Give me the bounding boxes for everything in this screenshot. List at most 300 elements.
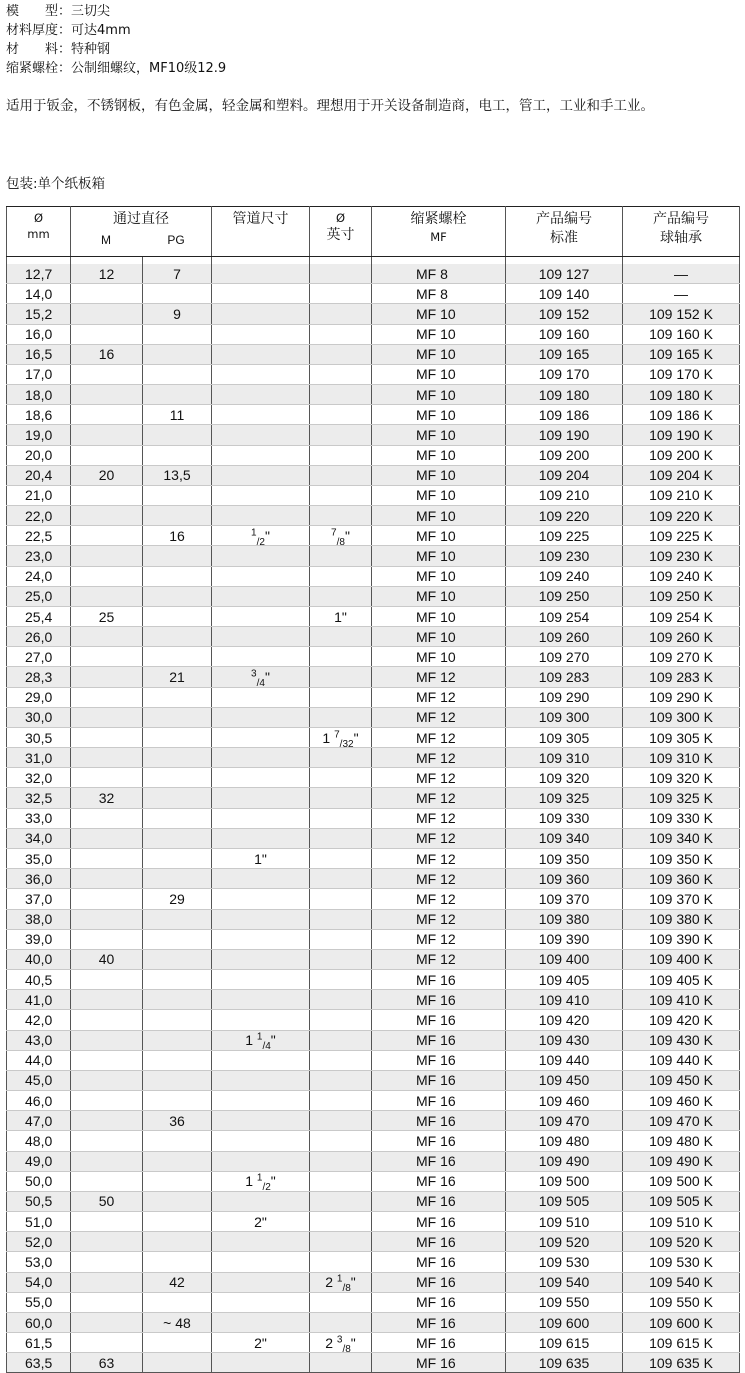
diameter-mm-cell: 38,0 <box>7 909 71 929</box>
header-bolt <box>372 207 506 257</box>
table-row <box>7 707 740 727</box>
bolt-cell: MF 10 <box>372 485 506 505</box>
product-ball-cell: 109 210 K <box>623 485 740 505</box>
product-standard-cell: 109 210 <box>506 485 623 505</box>
passage-pg-cell: 16 <box>143 526 212 546</box>
bolt-cell: MF 16 <box>372 1010 506 1030</box>
product-ball-cell: 109 440 K <box>623 1050 740 1070</box>
table-row <box>7 264 740 284</box>
bolt-cell: MF 12 <box>372 727 506 747</box>
diameter-mm-cell: 44,0 <box>7 1050 71 1070</box>
passage-pg-cell <box>143 808 212 828</box>
product-standard-cell: 109 540 <box>506 1272 623 1292</box>
diameter-inch-cell <box>310 1010 372 1030</box>
product-ball-cell: 109 305 K <box>623 727 740 747</box>
pipe-label: 管道尺寸 <box>232 211 289 227</box>
passage-m-cell: 50 <box>71 1191 143 1211</box>
diameter-unit: mm <box>27 227 50 241</box>
product-ball-cell: 109 430 K <box>623 1030 740 1050</box>
header-pipe-size <box>212 207 310 257</box>
bolt-cell: MF 10 <box>372 647 506 667</box>
table-row <box>7 1070 740 1090</box>
header-product-ball <box>623 207 740 257</box>
pipe-size-cell: 1" <box>212 848 310 868</box>
table-row <box>7 445 740 465</box>
diameter-inch-cell <box>310 1151 372 1171</box>
product-ball-cell: 109 600 K <box>623 1312 740 1332</box>
table-row <box>7 485 740 505</box>
table-row <box>7 1191 740 1211</box>
table-row <box>7 1091 740 1111</box>
diameter-inch-cell <box>310 667 372 687</box>
passage-pg-cell <box>143 929 212 949</box>
bolt-label: 缩紧螺栓 <box>410 211 467 227</box>
passage-pg-cell: 42 <box>143 1272 212 1292</box>
product-standard-cell: 109 370 <box>506 889 623 909</box>
passage-m-cell <box>71 586 143 606</box>
product-standard-cell: 109 290 <box>506 687 623 707</box>
diameter-inch-cell <box>310 465 372 485</box>
bolt-cell: MF 10 <box>372 405 506 425</box>
product-table <box>6 206 740 1373</box>
product-standard-cell: 109 510 <box>506 1212 623 1232</box>
table-row <box>7 425 740 445</box>
product-standard-cell: 109 204 <box>506 465 623 485</box>
passage-m-cell: 32 <box>71 788 143 808</box>
bolt-cell: MF 8 <box>372 284 506 304</box>
passage-pg-cell <box>143 606 212 626</box>
passage-pg-cell <box>143 1171 212 1191</box>
product-standard-cell: 109 310 <box>506 748 623 768</box>
diameter-inch-cell <box>310 748 372 768</box>
diameter-mm-cell: 29,0 <box>7 687 71 707</box>
diameter-inch-cell <box>310 848 372 868</box>
pipe-size-cell <box>212 687 310 707</box>
pipe-size-cell <box>212 1010 310 1030</box>
bolt-cell: MF 16 <box>372 1272 506 1292</box>
product-ball-cell: 109 480 K <box>623 1131 740 1151</box>
product-ball-cell: 109 160 K <box>623 324 740 344</box>
diameter-mm-cell: 28,3 <box>7 667 71 687</box>
passage-pg-cell <box>143 707 212 727</box>
pipe-size-cell <box>212 1292 310 1312</box>
product-standard-cell: 109 635 <box>506 1353 623 1373</box>
product-standard-sub-label: 标准 <box>550 230 578 246</box>
table-row <box>7 667 740 687</box>
table-body <box>7 257 740 1373</box>
table-row <box>7 627 740 647</box>
passage-pg-cell: 36 <box>143 1111 212 1131</box>
bolt-cell: MF 16 <box>372 970 506 990</box>
bolt-cell: MF 10 <box>372 465 506 485</box>
diameter-mm-cell: 22,5 <box>7 526 71 546</box>
pipe-size-cell: 2" <box>212 1333 310 1353</box>
table-row <box>7 828 740 848</box>
passage-m-cell <box>71 687 143 707</box>
pipe-size-cell: $^3_{/4}$" <box>212 667 310 687</box>
pipe-size-cell <box>212 949 310 969</box>
diameter-mm-cell: 63,5 <box>7 1353 71 1373</box>
diameter-inch-cell <box>310 485 372 505</box>
product-standard-cell: 109 550 <box>506 1292 623 1312</box>
header-diameter-inch <box>310 207 372 257</box>
table-row <box>7 1333 740 1353</box>
pipe-size-cell: 1 $^1_{/2}$" <box>212 1171 310 1191</box>
pipe-size-cell <box>212 1131 310 1151</box>
product-standard-cell: 109 520 <box>506 1232 623 1252</box>
spec-model <box>6 2 110 21</box>
table-row <box>7 344 740 364</box>
bolt-cell: MF 16 <box>372 1312 506 1332</box>
diameter-mm-cell: 50,0 <box>7 1171 71 1191</box>
passage-m-cell <box>71 1030 143 1050</box>
pipe-size-cell <box>212 1111 310 1131</box>
diameter-mm-cell: 40,0 <box>7 949 71 969</box>
passage-m-cell <box>71 828 143 848</box>
passage-pg-cell <box>143 425 212 445</box>
product-ball-cell: 109 520 K <box>623 1232 740 1252</box>
product-ball-cell: 109 340 K <box>623 828 740 848</box>
product-ball-label: 产品编号 <box>653 211 709 227</box>
table-row <box>7 1212 740 1232</box>
pipe-size-cell <box>212 788 310 808</box>
diameter-inch-cell <box>310 990 372 1010</box>
product-standard-cell: 109 200 <box>506 445 623 465</box>
pipe-size-cell <box>212 1091 310 1111</box>
product-standard-cell: 109 340 <box>506 828 623 848</box>
passage-pg-cell <box>143 848 212 868</box>
pipe-size-cell <box>212 990 310 1010</box>
diameter-mm-cell: 19,0 <box>7 425 71 445</box>
bolt-cell: MF 10 <box>372 526 506 546</box>
passage-pg-cell <box>143 949 212 969</box>
diameter-mm-cell: 22,0 <box>7 506 71 526</box>
passage-m-cell <box>71 707 143 727</box>
diameter-mm-cell: 32,5 <box>7 788 71 808</box>
passage-pg-cell <box>143 1131 212 1151</box>
diameter-inch-cell <box>310 586 372 606</box>
product-ball-cell: 109 410 K <box>623 990 740 1010</box>
product-ball-cell: 109 152 K <box>623 304 740 324</box>
table-row <box>7 526 740 546</box>
diameter-inch-cell <box>310 1070 372 1090</box>
passage-pg-cell: 7 <box>143 264 212 284</box>
table-row <box>7 647 740 667</box>
bolt-cell: MF 16 <box>372 1131 506 1151</box>
product-standard-cell: 109 615 <box>506 1333 623 1353</box>
product-standard-cell: 109 270 <box>506 647 623 667</box>
pipe-size-cell: 2" <box>212 1212 310 1232</box>
passage-pg-cell: 21 <box>143 667 212 687</box>
passage-pg-cell <box>143 970 212 990</box>
passage-pg-cell <box>143 1252 212 1272</box>
diameter-inch-cell <box>310 1252 372 1272</box>
table-row <box>7 848 740 868</box>
bolt-cell: MF 12 <box>372 707 506 727</box>
product-ball-cell: 109 460 K <box>623 1091 740 1111</box>
bolt-cell: MF 12 <box>372 828 506 848</box>
bolt-cell: MF 12 <box>372 909 506 929</box>
passage-pg-label: PG <box>167 233 185 247</box>
passage-pg-cell <box>143 445 212 465</box>
product-standard-cell: 109 490 <box>506 1151 623 1171</box>
table-row <box>7 1292 740 1312</box>
passage-m-cell <box>71 808 143 828</box>
product-standard-cell: 109 165 <box>506 344 623 364</box>
bolt-cell: MF 16 <box>372 1252 506 1272</box>
pipe-size-cell <box>212 405 310 425</box>
bolt-cell: MF 16 <box>372 1030 506 1050</box>
passage-pg-cell <box>143 1030 212 1050</box>
passage-m-cell: 25 <box>71 606 143 626</box>
spec-bolt <box>6 59 226 78</box>
product-ball-cell: 109 250 K <box>623 586 740 606</box>
diameter-inch-cell <box>310 627 372 647</box>
product-ball-cell: — <box>623 284 740 304</box>
product-ball-cell: 109 240 K <box>623 566 740 586</box>
passage-m-cell <box>71 1252 143 1272</box>
passage-pg-cell <box>143 344 212 364</box>
header-passage <box>71 207 212 257</box>
diameter-inch-cell: $^7_{/8}$" <box>310 526 372 546</box>
spec-label: 材 料： <box>6 42 72 57</box>
product-standard-cell: 109 300 <box>506 707 623 727</box>
diameter-mm-cell: 60,0 <box>7 1312 71 1332</box>
bolt-cell: MF 12 <box>372 869 506 889</box>
diameter-inch-cell <box>310 1191 372 1211</box>
diameter-inch-cell <box>310 929 372 949</box>
passage-pg-cell <box>143 909 212 929</box>
diameter-inch-cell <box>310 344 372 364</box>
passage-pg-cell <box>143 546 212 566</box>
diameter-mm-cell: 31,0 <box>7 748 71 768</box>
diameter-mm-cell: 41,0 <box>7 990 71 1010</box>
passage-m-cell: 40 <box>71 949 143 969</box>
bolt-cell: MF 12 <box>372 788 506 808</box>
passage-pg-cell <box>143 1232 212 1252</box>
table-row <box>7 990 740 1010</box>
bolt-cell: MF 10 <box>372 425 506 445</box>
passage-m-cell <box>71 1171 143 1191</box>
diameter-mm-cell: 36,0 <box>7 869 71 889</box>
pipe-size-cell <box>212 889 310 909</box>
pipe-size-cell <box>212 546 310 566</box>
passage-m-cell <box>71 1070 143 1090</box>
diameter-inch-cell <box>310 364 372 384</box>
passage-pg-cell <box>143 1010 212 1030</box>
bolt-cell: MF 10 <box>372 586 506 606</box>
table-row <box>7 566 740 586</box>
passage-m-cell <box>71 848 143 868</box>
diameter-mm-cell: 42,0 <box>7 1010 71 1030</box>
product-ball-cell: 109 405 K <box>623 970 740 990</box>
product-ball-cell: 109 283 K <box>623 667 740 687</box>
diameter-mm-cell: 26,0 <box>7 627 71 647</box>
pipe-size-cell <box>212 627 310 647</box>
pipe-size-cell <box>212 425 310 445</box>
table-row <box>7 1030 740 1050</box>
pipe-size-cell <box>212 869 310 889</box>
spec-label: 缩紧螺栓： <box>6 61 72 76</box>
pipe-size-cell <box>212 727 310 747</box>
product-ball-cell: 109 290 K <box>623 687 740 707</box>
product-standard-cell: 109 410 <box>506 990 623 1010</box>
diameter-inch-cell <box>310 1111 372 1131</box>
passage-pg-cell <box>143 1050 212 1070</box>
table-row <box>7 1252 740 1272</box>
passage-m-cell <box>71 364 143 384</box>
passage-m-cell <box>71 485 143 505</box>
table-row <box>7 1312 740 1332</box>
pipe-size-cell <box>212 324 310 344</box>
product-standard-cell: 109 140 <box>506 284 623 304</box>
pipe-size-cell <box>212 707 310 727</box>
table-row <box>7 1353 740 1373</box>
bolt-cell: MF 10 <box>372 506 506 526</box>
passage-m-label: M <box>101 233 111 247</box>
product-standard-cell: 109 505 <box>506 1191 623 1211</box>
product-standard-cell: 109 225 <box>506 526 623 546</box>
pipe-size-cell: 1 $^1_{/4}$" <box>212 1030 310 1050</box>
pipe-size-cell <box>212 344 310 364</box>
table-row <box>7 506 740 526</box>
diameter-inch-cell <box>310 647 372 667</box>
product-ball-cell: 109 220 K <box>623 506 740 526</box>
bolt-cell: MF 12 <box>372 808 506 828</box>
bolt-cell: MF 16 <box>372 1232 506 1252</box>
product-ball-cell: 109 530 K <box>623 1252 740 1272</box>
diameter-inch-cell <box>310 1292 372 1312</box>
product-standard-cell: 109 305 <box>506 727 623 747</box>
passage-m-cell <box>71 546 143 566</box>
product-standard-cell: 109 450 <box>506 1070 623 1090</box>
passage-m-cell <box>71 909 143 929</box>
diameter-mm-cell: 45,0 <box>7 1070 71 1090</box>
diameter-inch-cell <box>310 970 372 990</box>
pipe-size-cell <box>212 1252 310 1272</box>
diameter-inch-cell <box>310 889 372 909</box>
diameter-mm-cell: 17,0 <box>7 364 71 384</box>
passage-pg-cell <box>143 566 212 586</box>
passage-pg-cell <box>143 1333 212 1353</box>
spec-value: 可达4mm <box>71 23 131 38</box>
product-ball-cell: 109 165 K <box>623 344 740 364</box>
passage-m-cell <box>71 667 143 687</box>
product-ball-cell: 109 200 K <box>623 445 740 465</box>
passage-pg-cell <box>143 1292 212 1312</box>
diameter-inch-cell <box>310 1131 372 1151</box>
table-row <box>7 586 740 606</box>
product-ball-cell: 109 186 K <box>623 405 740 425</box>
diameter-inch-cell <box>310 566 372 586</box>
diameter-mm-cell: 35,0 <box>7 848 71 868</box>
product-standard-cell: 109 360 <box>506 869 623 889</box>
diameter-mm-cell: 20,4 <box>7 465 71 485</box>
passage-pg-cell <box>143 1353 212 1373</box>
passage-m-cell <box>71 1151 143 1171</box>
pipe-size-cell <box>212 1353 310 1373</box>
diameter-mm-cell: 18,0 <box>7 385 71 405</box>
pipe-size-cell <box>212 1050 310 1070</box>
pipe-size-cell <box>212 1191 310 1211</box>
product-standard-cell: 109 160 <box>506 324 623 344</box>
product-ball-cell: 109 505 K <box>623 1191 740 1211</box>
pipe-size-cell <box>212 264 310 284</box>
table-row <box>7 1171 740 1191</box>
pipe-size-cell <box>212 506 310 526</box>
pipe-size-cell <box>212 485 310 505</box>
passage-pg-cell <box>143 1091 212 1111</box>
passage-m-cell <box>71 1292 143 1312</box>
diameter-mm-cell: 15,2 <box>7 304 71 324</box>
diameter-mm-cell: 50,5 <box>7 1191 71 1211</box>
bolt-cell: MF 10 <box>372 344 506 364</box>
product-standard-cell: 109 430 <box>506 1030 623 1050</box>
bolt-cell: MF 16 <box>372 1171 506 1191</box>
passage-pg-cell <box>143 506 212 526</box>
bolt-cell: MF 16 <box>372 1151 506 1171</box>
diameter-inch-cell <box>310 828 372 848</box>
bolt-cell: MF 12 <box>372 768 506 788</box>
passage-m-cell <box>71 526 143 546</box>
diameter-inch-cell <box>310 1232 372 1252</box>
diameter-inch-cell <box>310 304 372 324</box>
product-ball-cell: 109 300 K <box>623 707 740 727</box>
diameter-inch-cell <box>310 1171 372 1191</box>
product-ball-cell: — <box>623 264 740 284</box>
diameter-inch-cell <box>310 1030 372 1050</box>
table-row <box>7 748 740 768</box>
passage-m-cell <box>71 647 143 667</box>
passage-m-cell <box>71 1111 143 1131</box>
passage-m-cell <box>71 1131 143 1151</box>
passage-m-cell <box>71 627 143 647</box>
passage-pg-cell <box>143 586 212 606</box>
passage-m-cell <box>71 405 143 425</box>
bolt-cell: MF 12 <box>372 667 506 687</box>
product-standard-cell: 109 530 <box>506 1252 623 1272</box>
passage-pg-cell: 11 <box>143 405 212 425</box>
diameter-inch-cell <box>310 284 372 304</box>
diameter-mm-cell: 61,5 <box>7 1333 71 1353</box>
pipe-size-cell <box>212 304 310 324</box>
diameter-inch-cell <box>310 949 372 969</box>
product-ball-cell: 109 420 K <box>623 1010 740 1030</box>
product-standard-cell: 109 420 <box>506 1010 623 1030</box>
product-ball-cell: 109 390 K <box>623 929 740 949</box>
diameter-inch-cell <box>310 324 372 344</box>
diameter-mm-cell: 48,0 <box>7 1131 71 1151</box>
product-standard-cell: 109 186 <box>506 405 623 425</box>
spec-value: 特种钢 <box>71 42 111 57</box>
passage-m-cell <box>71 1312 143 1332</box>
pipe-size-cell <box>212 647 310 667</box>
product-standard-cell: 109 170 <box>506 364 623 384</box>
header-diameter-mm <box>7 207 71 257</box>
product-standard-cell: 109 500 <box>506 1171 623 1191</box>
header-product-standard <box>506 207 623 257</box>
diameter-inch-cell <box>310 869 372 889</box>
product-ball-cell: 109 330 K <box>623 808 740 828</box>
diameter-mm-cell: 52,0 <box>7 1232 71 1252</box>
product-standard-cell: 109 250 <box>506 586 623 606</box>
passage-m-cell <box>71 284 143 304</box>
pipe-size-cell <box>212 284 310 304</box>
passage-label: 通过直径 <box>113 211 169 227</box>
diameter-inch-cell: 1 $^7_{/32}$" <box>310 727 372 747</box>
diameter-mm-cell: 21,0 <box>7 485 71 505</box>
diameter-inch-cell: 2 $^3_{/8}$" <box>310 1333 372 1353</box>
